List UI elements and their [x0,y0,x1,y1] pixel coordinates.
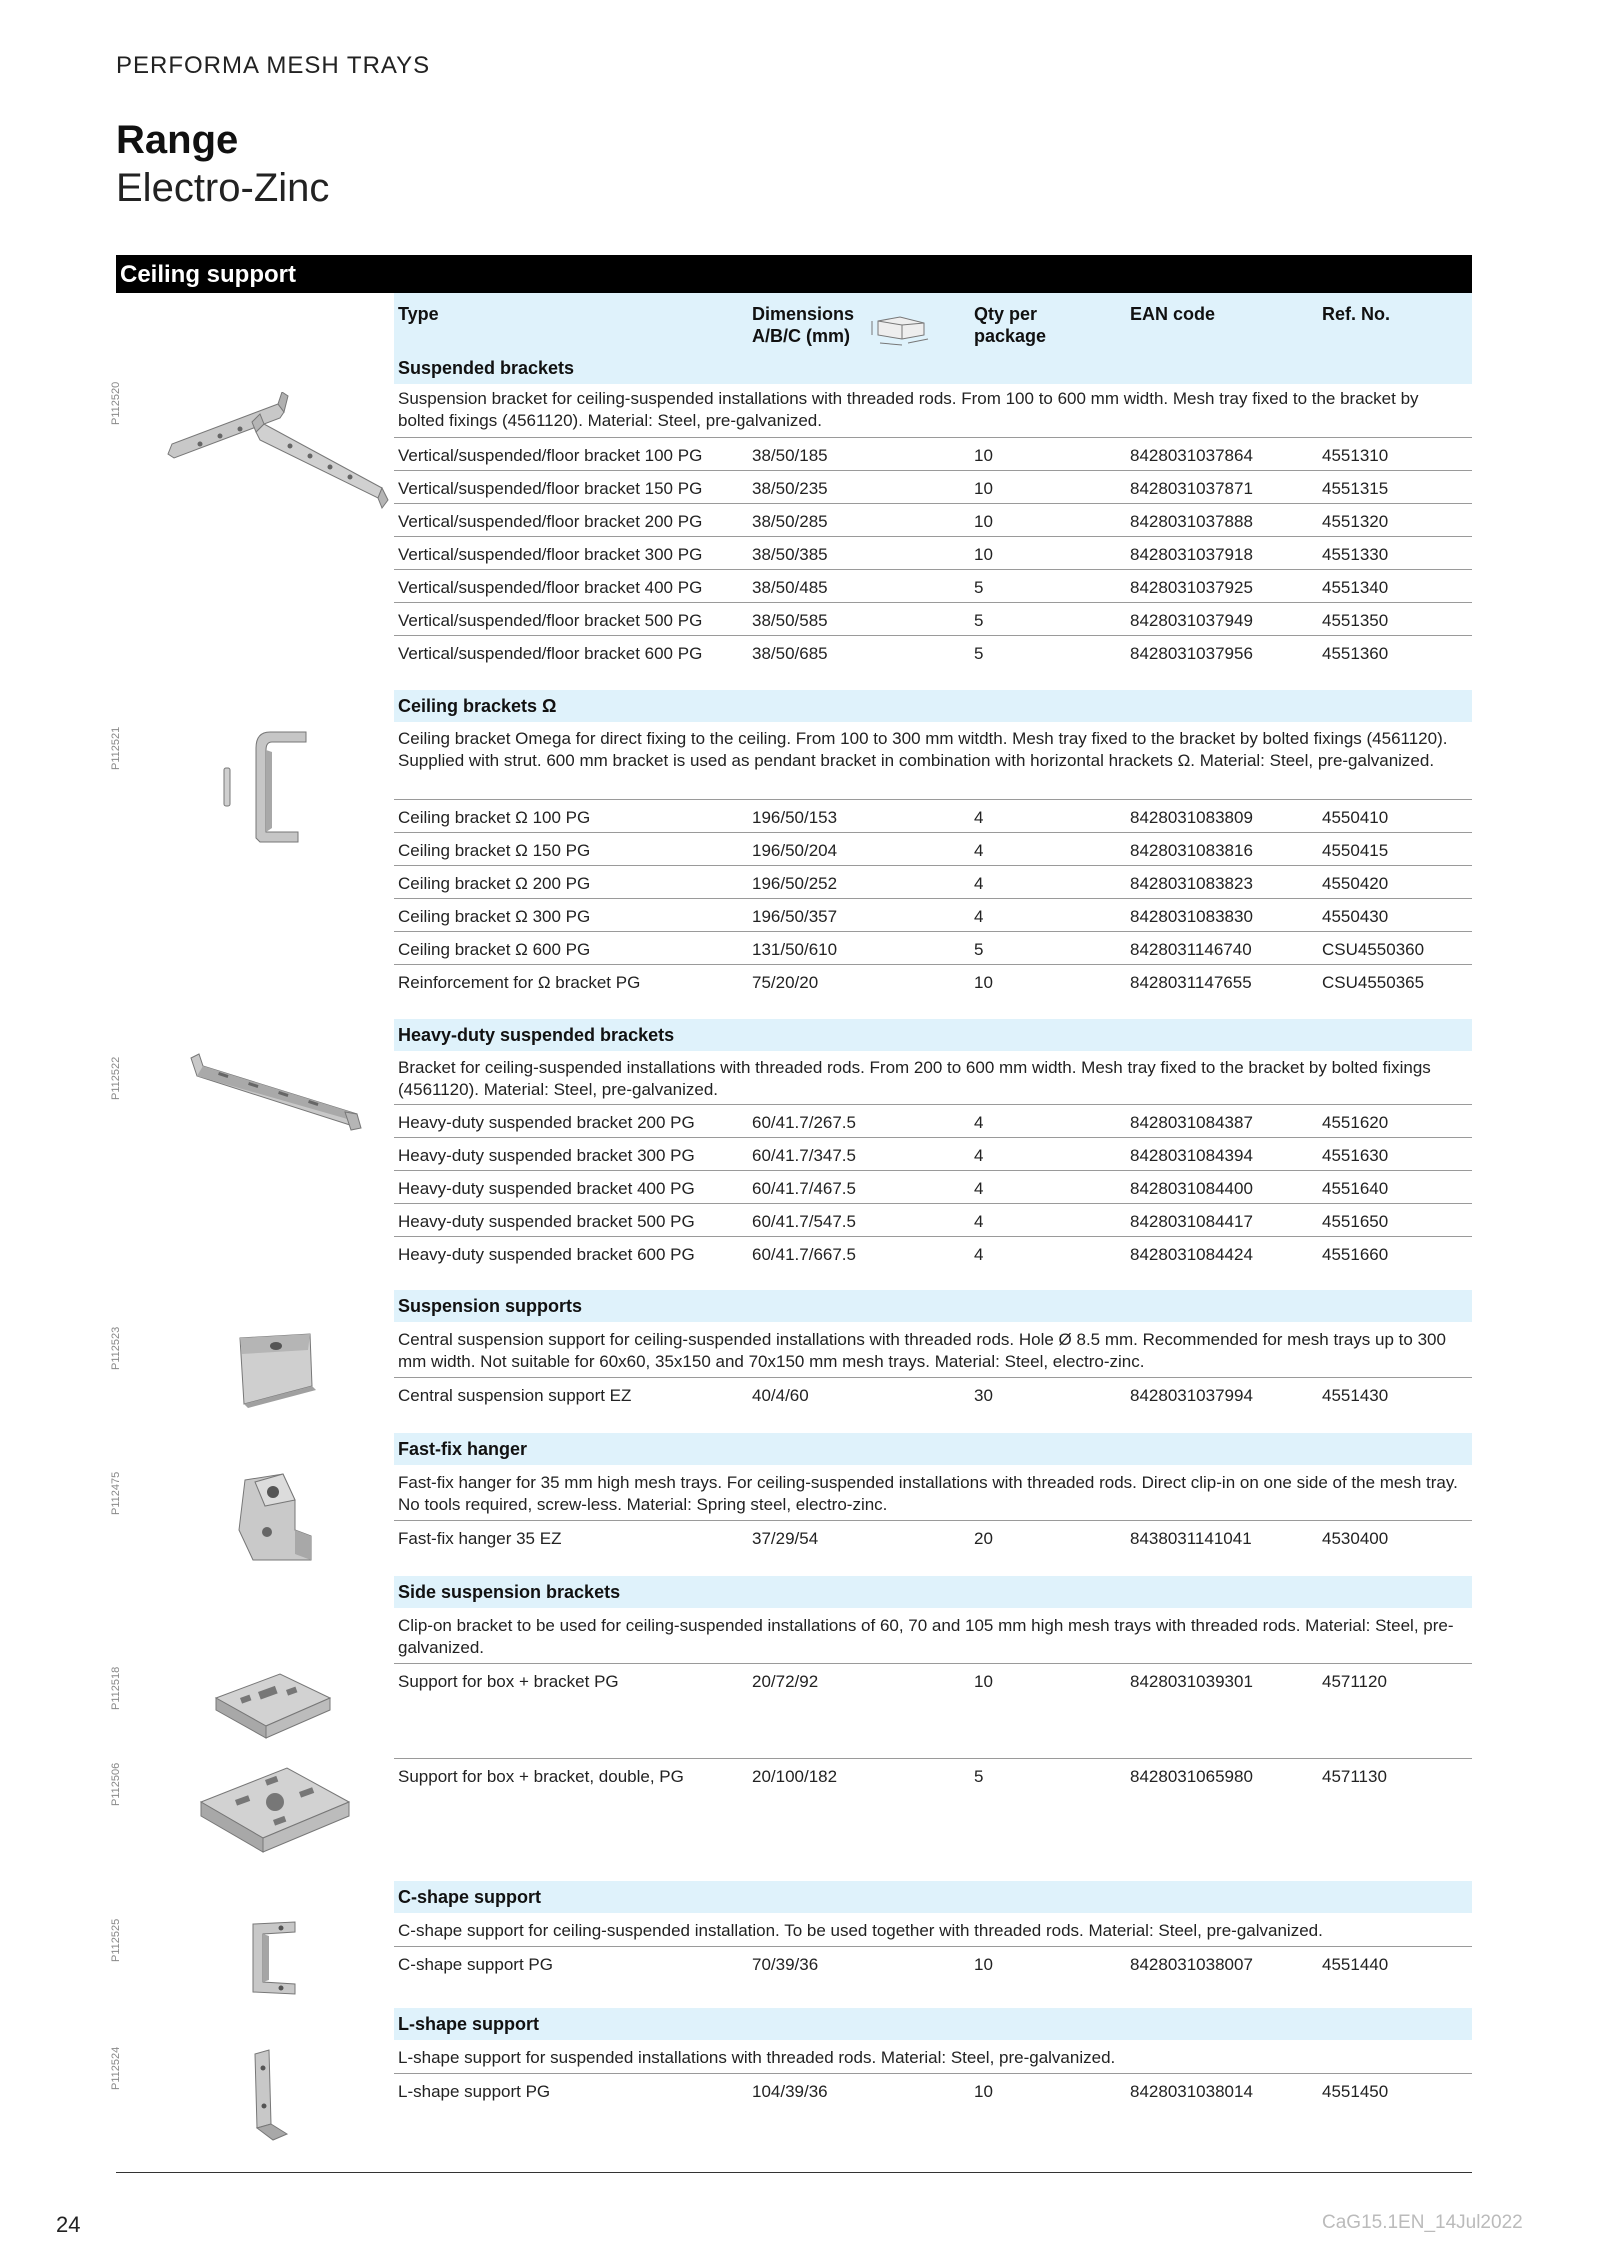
cell-dimensions: 196/50/204 [752,841,838,860]
cell-ref: 4571120 [1322,1672,1387,1691]
cell-qty: 4 [974,1245,984,1264]
table-row [394,1520,1472,1553]
table-row [394,635,1472,668]
cell-type: Ceiling bracket Ω 150 PG [398,841,591,860]
heavy-duty-bracket-icon [185,1052,365,1132]
cell-ean: 8428031147655 [1130,973,1252,992]
table-row [394,437,1472,470]
cell-ean: 8428031038014 [1130,2082,1253,2101]
group-title: Suspended brackets [398,358,575,378]
page-subtitle: Electro-Zinc [116,166,330,210]
cell-ref: 4551620 [1322,1113,1389,1132]
cell-ref: 4551440 [1322,1955,1389,1974]
cell-dimensions: 60/41.7/267.5 [752,1113,856,1132]
header-qty-line1: Qty per [974,304,1038,324]
cell-ean: 8428031037949 [1130,611,1253,630]
footer-divider [116,2172,1472,2173]
group-header-suspension-supports [394,1290,1472,1322]
table-row [394,1663,1472,1696]
cell-qty: 5 [974,578,984,597]
table-row [394,1758,1472,1791]
cell-type: Heavy-duty suspended bracket 200 PG [398,1113,695,1132]
cell-ref: 4551310 [1322,446,1389,465]
section-title: Ceiling support [120,261,296,288]
cell-qty: 10 [974,2082,993,2101]
cell-ref: 4551630 [1322,1146,1389,1165]
group-header-l-shape-support [394,2008,1472,2040]
cell-type: C-shape support PG [398,1955,553,1974]
table-row [394,799,1472,832]
cell-ref: 4550420 [1322,874,1389,893]
cell-qty: 5 [974,611,984,630]
cell-qty: 10 [974,545,993,564]
cell-type: Central suspension support EZ [398,1386,632,1405]
group-header-fast-fix-hanger [394,1433,1472,1465]
cell-dimensions: 60/41.7/667.5 [752,1245,856,1264]
product-photo-id: P112518 [110,1666,122,1710]
fast-fix-hanger-icon [225,1470,325,1570]
cell-type: Ceiling bracket Ω 600 PG [398,940,591,959]
cell-type: Heavy-duty suspended bracket 300 PG [398,1146,695,1165]
table-row [394,865,1472,898]
group-title: L-shape support [398,2014,540,2034]
cell-dimensions: 75/20/20 [752,973,819,992]
cell-ref: 4550430 [1322,907,1389,926]
cell-ref: 4551315 [1322,479,1389,498]
cell-ref: CSU4550360 [1322,940,1425,959]
cell-type: Reinforcement for Ω bracket PG [398,973,641,992]
cell-ean: 8428031037918 [1130,545,1253,564]
cell-type: Heavy-duty suspended bracket 600 PG [398,1245,695,1264]
product-photo-id: P112522 [110,1056,122,1100]
cell-type: Support for box + bracket PG [398,1672,619,1691]
cell-qty: 10 [974,479,993,498]
cell-qty: 5 [974,940,984,959]
cell-dimensions: 196/50/153 [752,808,838,827]
cell-dimensions: 20/100/182 [752,1767,838,1786]
group-header-side-suspension-brackets [394,1576,1472,1608]
cell-type: Vertical/suspended/floor bracket 500 PG [398,611,703,630]
cell-ean: 8438031141041 [1130,1529,1252,1548]
cell-ean: 8428031065980 [1130,1767,1253,1786]
cell-dimensions: 37/29/54 [752,1529,819,1548]
cell-dimensions: 60/41.7/547.5 [752,1212,856,1231]
cell-qty: 10 [974,1672,993,1691]
cell-qty: 30 [974,1386,993,1405]
document-category: PERFORMA MESH TRAYS [116,52,431,79]
suspended-bracket-icon [160,392,390,512]
table-row [394,569,1472,602]
cell-dimensions: 60/41.7/467.5 [752,1179,856,1198]
group-title: Suspension supports [398,1296,583,1316]
header-ref: Ref. No. [1322,304,1391,324]
cell-ref: 4551660 [1322,1245,1389,1264]
group-description: Bracket for ceiling-suspended installations with threaded rods. From 200 to 600 mm width. Mesh tray fixed to the bracket by bolted fixings (4561120). Material: Steel, pre-galvanized. [398,1058,1431,1099]
group-title: Side suspension brackets [398,1582,621,1602]
header-ean: EAN code [1130,304,1216,324]
cell-dimensions: 60/41.7/347.5 [752,1146,856,1165]
page-title: Range [116,118,239,162]
group-header-heavy-duty-brackets [394,1019,1472,1051]
group-description: Ceiling bracket Omega for direct fixing to the ceiling. From 100 to 300 mm witdth. Mesh tray fixed to the bracket by bolted fixings (4561120). Supplied with strut. 600 mm bracket is used as pendant bracket in combination with horizontal hrackets Ω. Material: Steel, pre-galvanized. [398,729,1448,770]
cell-type: Vertical/suspended/floor bracket 150 PG [398,479,703,498]
cell-ean: 8428031039301 [1130,1672,1253,1691]
c-shape-support-icon [245,1918,305,1998]
cell-type: Vertical/suspended/floor bracket 600 PG [398,644,703,663]
cell-type: Fast-fix hanger 35 EZ [398,1529,562,1548]
product-photo-id: P112520 [110,381,122,425]
box-bracket-icon [210,1668,335,1748]
cell-ean: 8428031037956 [1130,644,1253,663]
l-shape-support-icon [245,2046,295,2146]
cell-ean: 8428031083809 [1130,808,1253,827]
cell-qty: 10 [974,1955,993,1974]
dimensions-box-icon [864,311,934,347]
table-row [394,1170,1472,1203]
table-row [394,470,1472,503]
table-row [394,503,1472,536]
group-title: Ceiling brackets Ω [398,696,557,716]
table-row [394,1137,1472,1170]
table-row [394,536,1472,569]
omega-bracket-icon [210,728,320,848]
cell-ean: 8428031037864 [1130,446,1253,465]
cell-type: Heavy-duty suspended bracket 400 PG [398,1179,695,1198]
cell-ref: 4551330 [1322,545,1389,564]
table-row [394,1203,1472,1236]
header-dimensions-line2: A/B/C (mm) [752,326,850,346]
cell-ean: 8428031083816 [1130,841,1253,860]
group-description: Clip-on bracket to be used for ceiling-suspended installations of 60, 70 and 105 mm high mesh trays with threaded rods. Material: Steel, pre-galvanized. [398,1616,1454,1657]
table-row [394,964,1472,997]
group-description: Central suspension support for ceiling-suspended installations with threaded rods. Hole Ø 8.5 mm. Recommended for mesh trays up to 300 mm width. Not suitable for 60x60, 35x150 and 70x150 mm mesh trays. Material: Steel, electro-zinc. [398,1330,1446,1371]
table-row [394,898,1472,931]
header-dimensions [752,303,854,347]
cell-dimensions: 38/50/685 [752,644,828,663]
cell-type: Ceiling bracket Ω 200 PG [398,874,591,893]
section-bar [116,255,1472,293]
cell-type: Vertical/suspended/floor bracket 200 PG [398,512,703,531]
table-row [394,1236,1472,1269]
cell-qty: 4 [974,841,984,860]
group-description: C-shape support for ceiling-suspended installation. To be used together with threaded rods. Material: Steel, pre-galvanized. [398,1921,1323,1940]
cell-dimensions: 131/50/610 [752,940,838,959]
table-row [394,1104,1472,1137]
product-photo-id: P112525 [110,1918,122,1962]
header-qty [974,303,1046,347]
product-photo-id: P112506 [110,1762,122,1806]
cell-ean: 8428031084424 [1130,1245,1253,1264]
group-header-ceiling-brackets [394,690,1472,722]
group-description: Fast-fix hanger for 35 mm high mesh trays. For ceiling-suspended installations with threaded rods. Direct clip-in on one side of the mesh tray. No tools required, screw-less. Material: Spring steel, electro-zinc. [398,1473,1458,1514]
product-photo-id: P112524 [110,2046,122,2090]
cell-type: Ceiling bracket Ω 100 PG [398,808,591,827]
cell-ref: 4530400 [1322,1529,1389,1548]
cell-dimensions: 40/4/60 [752,1386,809,1405]
product-photo-id: P112523 [110,1326,122,1370]
table-row [394,1946,1472,1979]
cell-qty: 4 [974,808,984,827]
cell-qty: 20 [974,1529,993,1548]
product-photo-id: P112475 [110,1471,122,1515]
table-row [394,2073,1472,2106]
cell-dimensions: 38/50/585 [752,611,828,630]
cell-ref: 4550415 [1322,841,1389,860]
cell-qty: 4 [974,1212,984,1231]
cell-ref: 4551430 [1322,1386,1389,1405]
cell-qty: 4 [974,874,984,893]
product-photo-id: P112521 [110,726,122,770]
table-row [394,832,1472,865]
cell-type: Vertical/suspended/floor bracket 300 PG [398,545,703,564]
cell-qty: 10 [974,973,993,992]
cell-ref: 4551320 [1322,512,1389,531]
cell-dimensions: 20/72/92 [752,1672,819,1691]
double-box-bracket-icon [195,1762,355,1872]
table-row [394,602,1472,635]
cell-dimensions: 196/50/252 [752,874,838,893]
cell-ref: 4551450 [1322,2082,1389,2101]
header-qty-line2: package [974,326,1047,346]
cell-type: Heavy-duty suspended bracket 500 PG [398,1212,695,1231]
cell-type: Ceiling bracket Ω 300 PG [398,907,591,926]
cell-dimensions: 196/50/357 [752,907,838,926]
table-row [394,1377,1472,1410]
cell-dimensions: 38/50/235 [752,479,828,498]
cell-ref: 4551340 [1322,578,1389,597]
cell-type: Support for box + bracket, double, PG [398,1767,684,1786]
group-title: Heavy-duty suspended brackets [398,1025,675,1045]
cell-ean: 8428031037925 [1130,578,1253,597]
cell-ean: 8428031037888 [1130,512,1253,531]
cell-qty: 4 [974,1113,984,1132]
cell-type: Vertical/suspended/floor bracket 100 PG [398,446,703,465]
group-title: C-shape support [398,1887,542,1907]
cell-dimensions: 38/50/285 [752,512,828,531]
cell-dimensions: 38/50/485 [752,578,828,597]
cell-ref: 4551640 [1322,1179,1389,1198]
header-type: Type [398,304,439,324]
cell-ref: 4551650 [1322,1212,1389,1231]
cell-type: L-shape support PG [398,2082,551,2101]
cell-ref: 4551360 [1322,644,1389,663]
cell-ean: 8428031146740 [1130,940,1252,959]
central-suspension-support-icon [232,1330,322,1410]
document-code: CaG15.1EN_14Jul2022 [1322,2212,1523,2233]
cell-ref: 4551350 [1322,611,1389,630]
cell-ean: 8428031037871 [1130,479,1253,498]
group-description: Suspension bracket for ceiling-suspended installations with threaded rods. From 100 to 600 mm width. Mesh tray fixed to the bracket by bolted fixings (4561120). Material: Steel, pre-galvanized. [398,389,1419,430]
cell-ean: 8428031083830 [1130,907,1253,926]
group-title: Fast-fix hanger [398,1439,528,1459]
cell-ref: 4571130 [1322,1767,1387,1786]
group-description: L-shape support for suspended installations with threaded rods. Material: Steel, pre-galvanized. [398,2048,1116,2067]
cell-ean: 8428031084387 [1130,1113,1253,1132]
cell-qty: 5 [974,1767,984,1786]
cell-dimensions: 70/39/36 [752,1955,819,1974]
page-number: 24 [56,2212,81,2237]
cell-qty: 4 [974,1179,984,1198]
cell-qty: 5 [974,644,984,663]
cell-qty: 4 [974,907,984,926]
cell-dimensions: 38/50/385 [752,545,828,564]
cell-ean: 8428031084394 [1130,1146,1253,1165]
cell-ean: 8428031083823 [1130,874,1253,893]
cell-ref: CSU4550365 [1322,973,1425,992]
cell-ean: 8428031037994 [1130,1386,1253,1405]
table-row [394,931,1472,964]
group-header-c-shape-support [394,1881,1472,1913]
group-header-suspended-brackets [394,352,1472,384]
cell-ean: 8428031084417 [1130,1212,1253,1231]
cell-dimensions: 38/50/185 [752,446,828,465]
cell-qty: 10 [974,512,993,531]
cell-qty: 10 [974,446,993,465]
cell-type: Vertical/suspended/floor bracket 400 PG [398,578,703,597]
cell-ref: 4550410 [1322,808,1389,827]
cell-ean: 8428031038007 [1130,1955,1253,1974]
cell-dimensions: 104/39/36 [752,2082,828,2101]
cell-qty: 4 [974,1146,984,1165]
header-dimensions-line1: Dimensions [752,304,855,324]
cell-ean: 8428031084400 [1130,1179,1253,1198]
